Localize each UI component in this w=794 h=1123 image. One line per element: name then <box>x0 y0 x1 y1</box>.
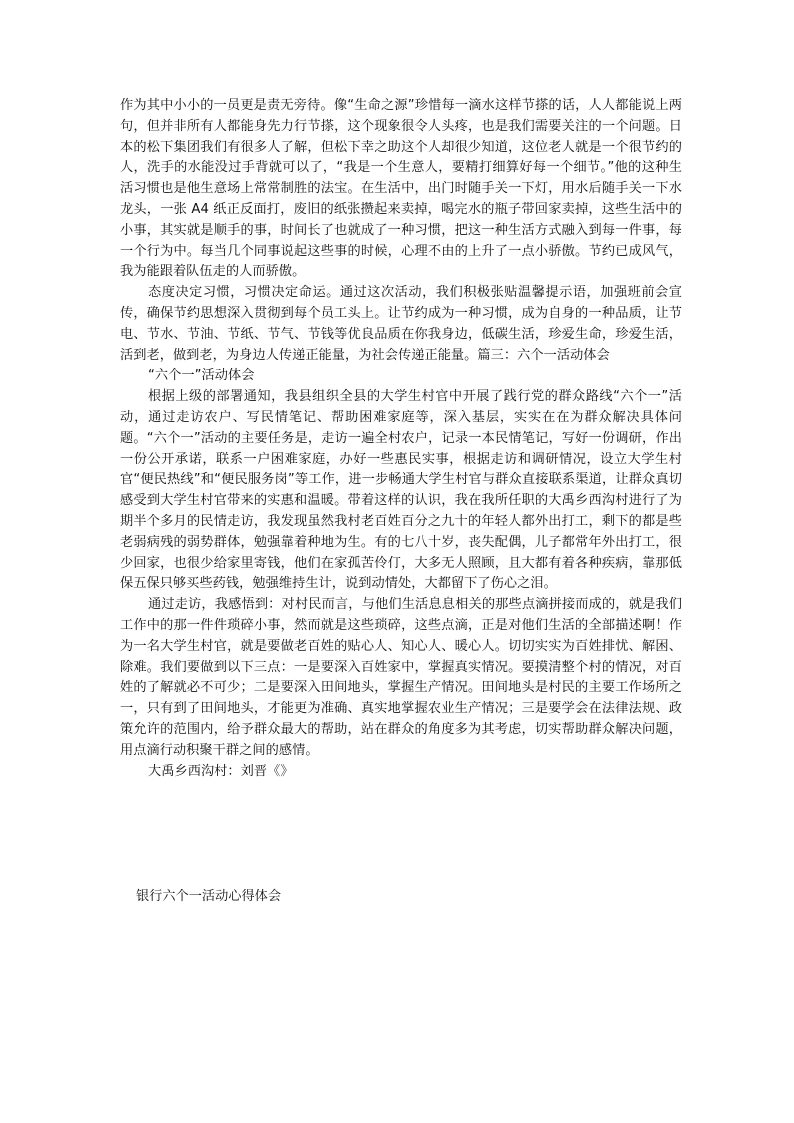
author-signature: 大禹乡西沟村：刘晋《》 <box>148 763 294 779</box>
paragraph-4: 通过走访，我感悟到：对村民而言，与他们生活息息相关的那些点滴拼接而成的，就是我们工作中的那一件件琐碎小事，然而就是这些琐碎，这些点滴，正是对他们生活的全部描述啊！作为一名大学生村官，就是要做老百姓的贴心人、知心人、暖心人。切切实实为百姓排忧、解困、除难。我们要做到以下三点：一是要深入百姓家中，掌握真实情况。要摸清整个村的情况，对百姓的了解就必不可少；二是要深入田间地头，掌握生产情况。田间地头是村民的主要工作场所之一，只有到了田间地头，才能更为准确、真实地掌握农业生产情况；三是要学会在法律法规、政策允许的范围内，给予群众最大的帮助，站在群众的角度多为其考虑，切实帮助群众解决问题，用点滴行动积聚干群之间的感情。 <box>120 597 682 758</box>
paragraph-1: 作为其中小小的一员更是责无旁待。像“生命之源”珍惜每一滴水这样节搽的话，人人都能说上两句，但并非所有人都能身先力行节搽，这个现象很令人头疼，也是我们需要关注的一个问题。日本的松下集团我们有很多人了解，但松下幸之助这个人却很少知道，这位老人就是一个很节约的人，洗手的水能没过手背就可以了，“我是一个生意人，要精打细算好每一个细节。”他的这种生活习惯也是他生意场上常常制胜的法宝。在生活中，出门时随手关一下灯，用水后随手关一下水龙头，一张 A4 纸正反面打，废旧的纸张攒起来卖掉，喝完水的瓶子带回家卖掉，这些生活中的小事，其实就是顺手的事，时间长了也就成了一种习惯，把这一种生活方式融入到每一件事，每一个行为中。每当几个同事说起这些事的时候，心理不由的上升了一点小骄傲。节约已成风气，我为能跟着队伍走的人而骄傲。 <box>120 98 682 280</box>
document-body <box>120 96 682 782</box>
footer-title: 银行六个一活动心得体会 <box>136 889 282 904</box>
paragraph-3: 根据上级的部署通知，我县组织全县的大学生村官中开展了践行党的群众路线“六个一”活动，通过走访农户、写民情笔记、帮助困难家庭等，深入基层，实实在在为群众解决具体问题。“六个一”活动的主要任务是，走访一遍全村农户，记录一本民情笔记，写好一份调研，作出一份公开承诺，联系一户困难家庭，办好一些惠民实事，根据走访和调研情况，设立大学生村官“便民热线”和“便民服务岗”等工作，进一步畅通大学生村官与群众直接联系渠道，让群众真切感受到大学生村官带来的实惠和温暖。带着这样的认识，我在我所任职的大禹乡西沟村进行了为期半个多月的民情走访，我发现虽然我村老百姓百分之九十的年轻人都外出打工，剩下的都是些老弱病残的弱势群体，勉强靠着种地为生。有的七八十岁，丧失配偶，儿子都常年外出打工，很少回家，也很少给家里寄钱，他们在家孤苦伶仃，大多无人照顾，且大都有着各种疾病，靠那低保五保只够买些药钱，勉强维持生计，说到动情处，大都留下了伤心之泪。 <box>120 389 682 592</box>
paragraph-2: 态度决定习惯，习惯决定命运。通过这次活动，我们积极张贴温馨提示语，加强班前会宣传，确保节约思想深入贯彻到每个员工头上。让节约成为一种习惯，成为自身的一种品质，让节电、节水、节油、节纸、节气、节钱等优良品质在你我身边，低碳生活，珍爱生命，珍爱生活，活到老，做到老，为身边人传递正能量，为社会传递正能量。篇三：六个一活动体会 <box>120 285 682 363</box>
section-heading: “六个一”活动体会 <box>148 368 255 384</box>
